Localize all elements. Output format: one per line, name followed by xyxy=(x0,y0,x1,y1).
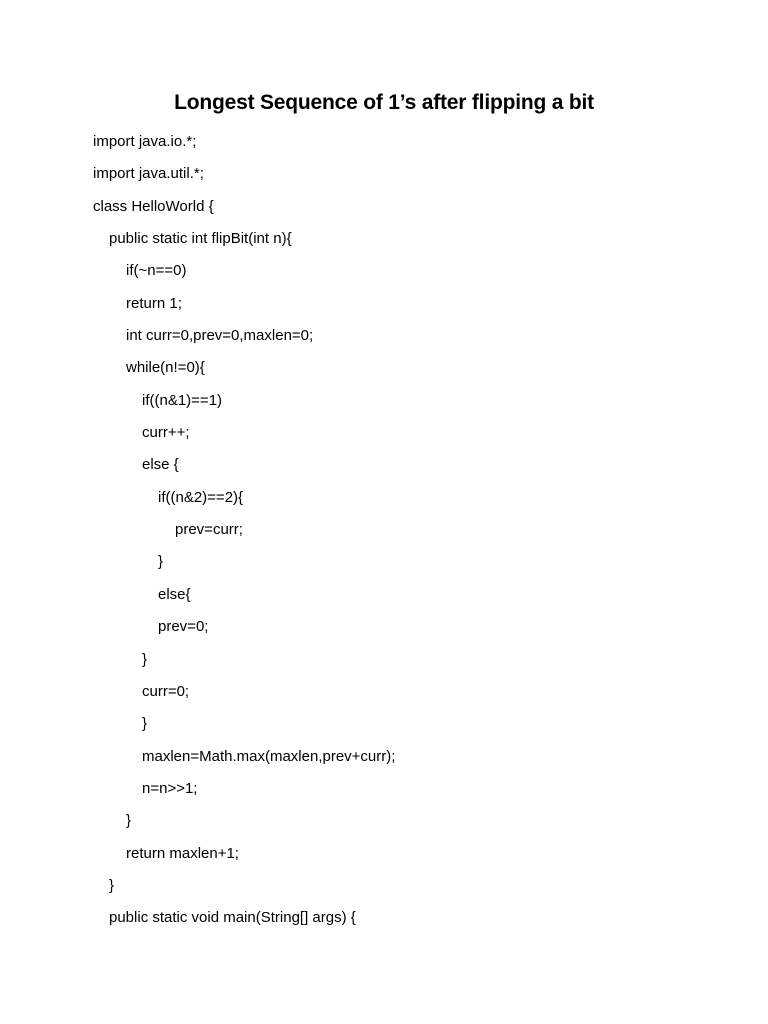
code-line: } xyxy=(126,812,132,830)
code-line: while(n!=0){ xyxy=(126,359,205,377)
code-line: curr=0; xyxy=(142,682,190,700)
code-line: public static int flipBit(int n){ xyxy=(109,230,292,248)
code-line: } xyxy=(142,715,148,733)
code-line: n=n>>1; xyxy=(142,779,198,797)
code-line: curr++; xyxy=(142,424,190,442)
code-line: } xyxy=(142,650,148,668)
code-line: maxlen=Math.max(maxlen,prev+curr); xyxy=(142,747,396,765)
code-line: return maxlen+1; xyxy=(126,844,239,862)
code-line: else { xyxy=(142,456,179,474)
code-line: public static void main(String[] args) { xyxy=(109,909,356,927)
code-line: return 1; xyxy=(126,294,182,312)
code-line: import java.util.*; xyxy=(93,165,204,183)
code-block xyxy=(93,126,713,935)
code-line: prev=0; xyxy=(158,618,209,636)
code-line: if(~n==0) xyxy=(126,262,187,280)
code-line: import java.io.*; xyxy=(93,133,197,150)
code-line: if((n&1)==1) xyxy=(142,391,223,409)
code-line: if((n&2)==2){ xyxy=(158,488,244,506)
code-line: } xyxy=(158,553,164,571)
code-line: class HelloWorld { xyxy=(93,197,214,215)
code-line: int curr=0,prev=0,maxlen=0; xyxy=(126,327,314,345)
code-line: prev=curr; xyxy=(175,521,243,539)
code-line: else{ xyxy=(158,585,191,603)
code-line: } xyxy=(109,876,115,894)
document-title: Longest Sequence of 1’s after flipping a bit xyxy=(174,91,594,114)
